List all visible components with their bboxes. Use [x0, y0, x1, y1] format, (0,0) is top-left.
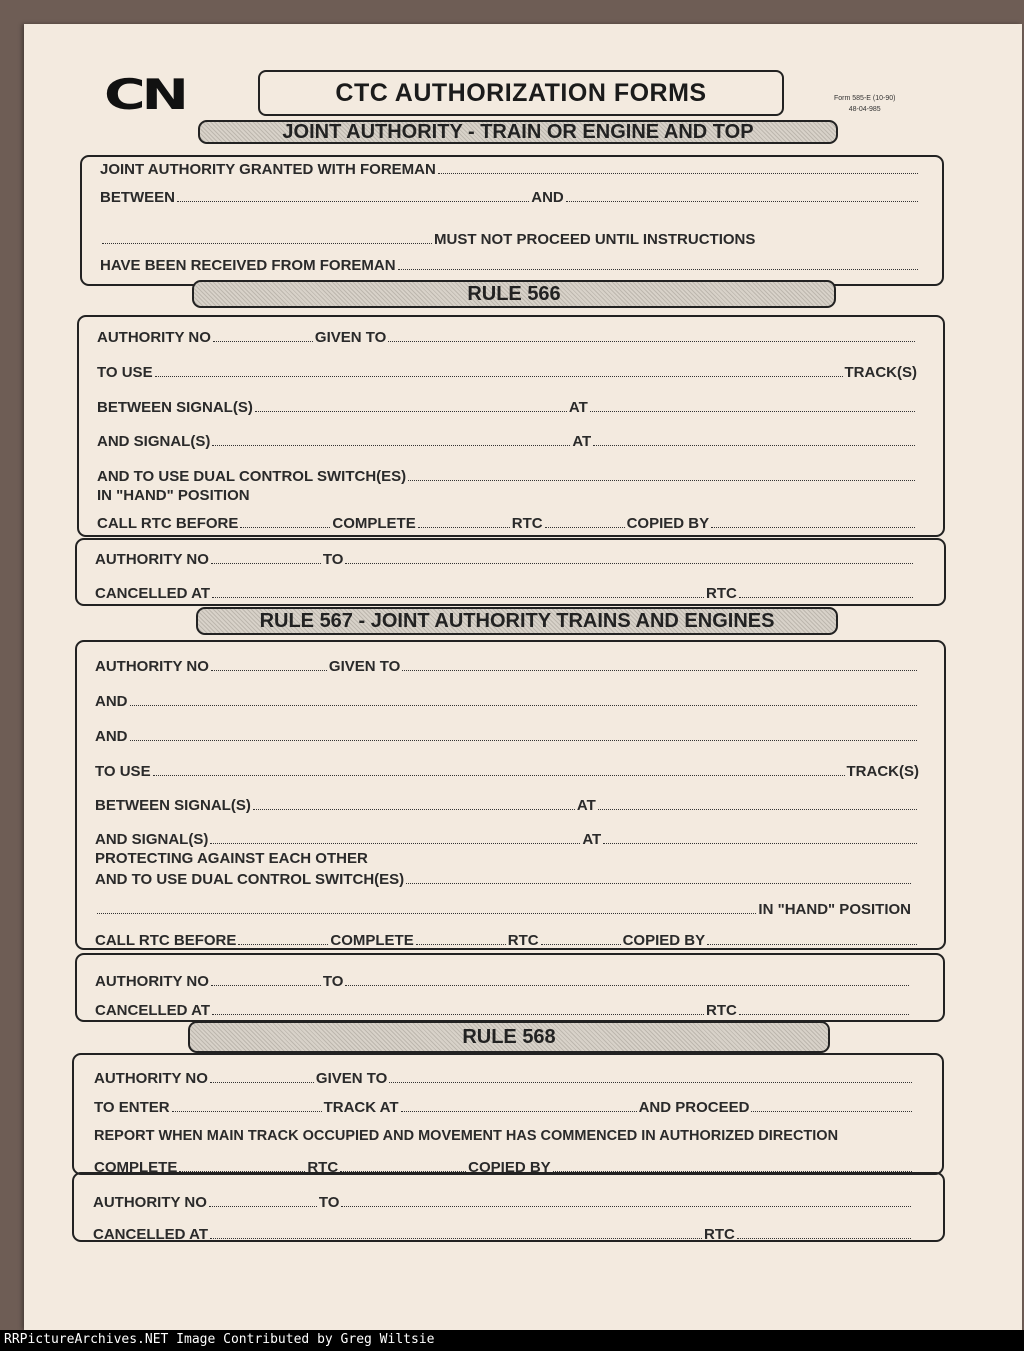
r566-to-use-line [97, 361, 917, 381]
r567-complete-label: COMPLETE [330, 932, 414, 949]
r566-to-use-label: TO USE [97, 364, 153, 381]
ja-received-label: HAVE BEEN RECEIVED FROM FOREMAN [100, 257, 396, 274]
r568-to-enter-field[interactable] [172, 1111, 322, 1112]
r567-and-signals-line [95, 828, 919, 848]
r566-call-rtc-label: CALL RTC BEFORE [97, 515, 239, 532]
r567-cancel-to-label: TO [322, 973, 344, 990]
rule-568-heading: RULE 568 [188, 1021, 830, 1053]
r566-cancel-to-label: TO [322, 551, 344, 568]
r568-given-to-field[interactable] [389, 1082, 912, 1083]
r566-tracks-label: TRACK(S) [844, 364, 917, 381]
r568-given-to-label: GIVEN TO [315, 1070, 388, 1087]
form-stock-number: 48-04-985 [848, 106, 881, 113]
r566-cancel-authority-no-label: AUTHORITY NO [95, 551, 209, 568]
r567-protecting-line [95, 847, 919, 867]
r566-cancelled-at-label: CANCELLED AT [95, 585, 210, 602]
r567-given-to-field[interactable] [402, 670, 917, 671]
cn-logo: CN [104, 70, 185, 119]
r567-dual-control-label: AND TO USE DUAL CONTROL SWITCH(ES) [95, 871, 405, 888]
r568-cancelled-at-label: CANCELLED AT [93, 1226, 208, 1243]
r568-cancel-to-label: TO [318, 1194, 340, 1211]
r566-authority-line [97, 326, 917, 346]
r567-and-line-2 [95, 725, 919, 745]
r567-cancel-authority-line [95, 970, 911, 990]
r568-to-enter-line [94, 1096, 914, 1116]
r567-at-field-1[interactable] [598, 809, 917, 810]
r568-cancel-rtc-field[interactable] [737, 1238, 911, 1239]
r568-cancel-rtc-label: RTC [704, 1226, 735, 1243]
r567-at-field-2[interactable] [603, 843, 917, 844]
r567-authority-no-field[interactable] [211, 670, 327, 671]
r567-rtc-field[interactable] [541, 944, 621, 945]
r566-call-rtc-line [97, 512, 917, 532]
r567-given-to-label: GIVEN TO [328, 658, 401, 675]
r566-dual-control-label: AND TO USE DUAL CONTROL SWITCH(ES) [97, 468, 407, 485]
r567-and-field-1[interactable] [130, 705, 918, 706]
r568-to-enter-label: TO ENTER [94, 1099, 170, 1116]
r566-cancel-rtc-label: RTC [706, 585, 737, 602]
r566-at-field-1[interactable] [590, 411, 915, 412]
r567-and-label-2: AND [95, 728, 128, 745]
r567-at-label-2: AT [582, 831, 602, 848]
form-title: CTC AUTHORIZATION FORMS [258, 70, 784, 116]
r567-to-use-field[interactable] [153, 775, 845, 776]
r566-copied-by-label: COPIED BY [626, 515, 710, 532]
r567-at-label-1: AT [576, 797, 596, 814]
ja-received-line [100, 254, 920, 274]
r567-authority-line [95, 655, 919, 675]
r566-copied-by-field[interactable] [711, 527, 915, 528]
r567-between-signals-field[interactable] [253, 809, 575, 810]
r567-and-signals-label: AND SIGNAL(S) [95, 831, 209, 848]
r567-cancelled-at-label: CANCELLED AT [95, 1002, 210, 1019]
r568-and-proceed-field[interactable] [751, 1111, 912, 1112]
ja-between-field[interactable] [177, 201, 529, 202]
r567-complete-field[interactable] [416, 944, 506, 945]
r568-and-proceed-label: AND PROCEED [638, 1099, 750, 1116]
r566-complete-field[interactable] [418, 527, 510, 528]
r566-dual-control-line [97, 465, 917, 485]
r567-hand-position-line [95, 898, 911, 918]
r566-and-signals-field[interactable] [212, 445, 570, 446]
image-credit: RRPictureArchives.NET Image Contributed by Greg Wiltsie [4, 1332, 435, 1347]
r566-and-signals-label: AND SIGNAL(S) [97, 433, 211, 450]
ja-granted-label: JOINT AUTHORITY GRANTED WITH FOREMAN [100, 161, 436, 178]
r566-call-rtc-field[interactable] [240, 527, 330, 528]
r567-to-use-label: TO USE [95, 763, 151, 780]
r566-between-signals-field[interactable] [255, 411, 567, 412]
r566-cancelled-at-field[interactable] [212, 597, 704, 598]
ja-received-foreman-field[interactable] [398, 269, 918, 270]
ja-foreman-field[interactable] [438, 173, 918, 174]
r567-cancelled-at-field[interactable] [212, 1014, 704, 1015]
ja-and-field[interactable] [566, 201, 918, 202]
r566-between-signals-line [97, 396, 917, 416]
r567-copied-by-label: COPIED BY [622, 932, 706, 949]
r567-dual-control-field[interactable] [406, 883, 911, 884]
r567-dual-control-line [95, 868, 913, 888]
r566-cancel-to-field[interactable] [345, 563, 913, 564]
r566-authority-no-label: AUTHORITY NO [97, 329, 211, 346]
r566-given-to-label: GIVEN TO [314, 329, 387, 346]
r568-rtc-label: RTC [307, 1159, 339, 1176]
r568-authority-line [94, 1067, 914, 1087]
r568-report-label: REPORT WHEN MAIN TRACK OCCUPIED AND MOVEMENT HAS COMMENCED IN AUTHORIZED DIRECTION [94, 1128, 839, 1144]
r567-cancel-rtc-label: RTC [706, 1002, 737, 1019]
joint-authority-heading: JOINT AUTHORITY - TRAIN OR ENGINE AND TOP [198, 120, 838, 144]
r568-copied-by-label: COPIED BY [468, 1159, 551, 1176]
r566-given-to-field[interactable] [388, 341, 915, 342]
r567-cancel-authority-no-field[interactable] [211, 985, 321, 986]
r566-between-signals-label: BETWEEN SIGNAL(S) [97, 399, 253, 416]
r568-authority-no-field[interactable] [210, 1082, 314, 1083]
r568-cancel-to-field[interactable] [341, 1206, 911, 1207]
r567-call-rtc-line [95, 929, 919, 949]
r568-complete-label: COMPLETE [94, 1159, 178, 1176]
r567-and-label-1: AND [95, 693, 128, 710]
r567-call-rtc-field[interactable] [238, 944, 328, 945]
r567-cancelled-at-line [95, 999, 911, 1019]
r566-at-field-2[interactable] [593, 445, 915, 446]
r566-rtc-label: RTC [511, 515, 543, 532]
r568-cancel-authority-no-field[interactable] [209, 1206, 317, 1207]
r568-track-at-field[interactable] [401, 1111, 637, 1112]
r566-authority-no-field[interactable] [213, 341, 313, 342]
rule-567-heading: RULE 567 - JOINT AUTHORITY TRAINS AND ENGINES [196, 607, 838, 635]
r567-authority-no-label: AUTHORITY NO [95, 658, 209, 675]
r566-cancel-authority-no-field[interactable] [211, 563, 321, 564]
ja-between-line [100, 186, 920, 206]
r567-tracks-label: TRACK(S) [846, 763, 919, 780]
r566-at-label-1: AT [568, 399, 588, 416]
r567-call-rtc-label: CALL RTC BEFORE [95, 932, 237, 949]
r567-rtc-label: RTC [507, 932, 539, 949]
ja-must-not-line [100, 228, 920, 248]
r567-cancel-to-field[interactable] [345, 985, 909, 986]
r566-hand-position-line [97, 484, 917, 504]
r567-between-signals-label: BETWEEN SIGNAL(S) [95, 797, 251, 814]
r567-cancel-authority-no-label: AUTHORITY NO [95, 973, 209, 990]
r567-copied-by-field[interactable] [707, 944, 917, 945]
r566-cancelled-at-line [95, 582, 915, 602]
r567-protecting-label: PROTECTING AGAINST EACH OTHER [95, 850, 368, 867]
ja-granted-line [100, 158, 920, 178]
ja-between-label: BETWEEN [100, 189, 175, 206]
r567-hand-position-label: IN "HAND" POSITION [758, 901, 911, 918]
r566-to-use-field[interactable] [155, 376, 843, 377]
r566-cancel-rtc-field[interactable] [739, 597, 913, 598]
r566-and-signals-line [97, 430, 917, 450]
r566-rtc-field[interactable] [545, 527, 625, 528]
r568-cancelled-at-line [93, 1223, 913, 1243]
r567-and-field-2[interactable] [130, 740, 918, 741]
ja-party-field[interactable] [102, 243, 432, 244]
r568-report-line [94, 1125, 939, 1145]
r568-cancel-authority-line [93, 1191, 913, 1211]
r567-hand-position-field[interactable] [97, 913, 756, 914]
r568-cancelled-at-field[interactable] [210, 1238, 702, 1239]
r566-cancel-authority-line [95, 548, 915, 568]
r567-between-signals-line [95, 794, 919, 814]
ja-and-label: AND [531, 189, 564, 206]
r567-cancel-rtc-field[interactable] [739, 1014, 909, 1015]
r568-track-at-label: TRACK AT [323, 1099, 399, 1116]
r566-dual-control-field[interactable] [408, 480, 915, 481]
r567-to-use-line [95, 760, 919, 780]
r567-and-signals-field[interactable] [210, 843, 580, 844]
r568-cancel-authority-no-label: AUTHORITY NO [93, 1194, 207, 1211]
rule-566-heading: RULE 566 [192, 280, 836, 308]
r566-hand-position-label: IN "HAND" POSITION [97, 487, 250, 504]
ja-must-not-label: MUST NOT PROCEED UNTIL INSTRUCTIONS [434, 231, 756, 248]
form-number: Form 585-E (10-90) [834, 95, 896, 102]
image-credit-bar [0, 1330, 1024, 1351]
r568-authority-no-label: AUTHORITY NO [94, 1070, 208, 1087]
r566-complete-label: COMPLETE [332, 515, 416, 532]
form-code [834, 93, 895, 115]
r567-and-line-1 [95, 690, 919, 710]
r566-at-label-2: AT [572, 433, 592, 450]
